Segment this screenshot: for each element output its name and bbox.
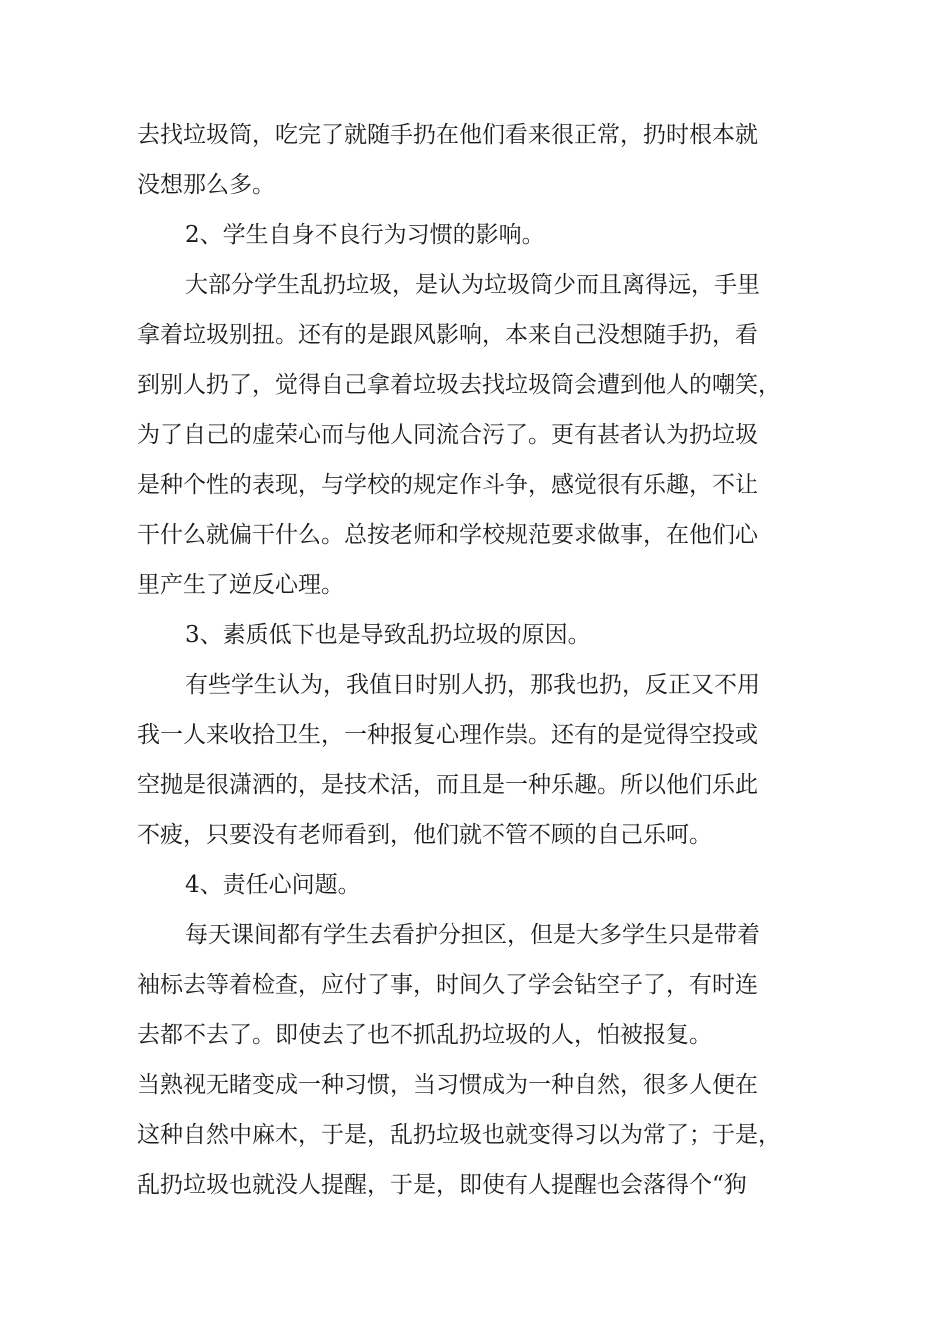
text-line: 去都不去了。即使去了也不抓乱扔垃圾的人，怕被报复。	[137, 1022, 712, 1048]
text-line: 有些学生认为，我值日时别人扔，那我也扔，反正又不用	[185, 672, 760, 698]
text-line: 到别人扔了，觉得自己拿着垃圾去找垃圾筒会遭到他人的嘲笑，	[137, 372, 781, 398]
text-line: 没想那么多。	[137, 172, 275, 198]
text-line: 空抛是很潇洒的，是技术活，而且是一种乐趣。所以他们乐此	[137, 772, 758, 798]
text-line: 3、素质低下也是导致乱扔垃圾的原因。	[185, 622, 591, 648]
document-body	[137, 110, 837, 1210]
text-line: 2、学生自身不良行为习惯的影响。	[185, 222, 545, 248]
text-line: 4、责任心问题。	[185, 872, 361, 898]
text-line: 这种自然中麻木，于是，乱扔垃圾也就变得习以为常了；于是，	[137, 1122, 781, 1148]
text-line: 去找垃圾筒，吃完了就随手扔在他们看来很正常，扔时根本就	[137, 122, 758, 148]
text-line: 当熟视无睹变成一种习惯，当习惯成为一种自然，很多人便在	[137, 1072, 758, 1098]
text-line: 为了自己的虚荣心而与他人同流合污了。更有甚者认为扔垃圾	[137, 422, 758, 448]
text-line: 我一人来收拾卫生，一种报复心理作祟。还有的是觉得空投或	[137, 722, 758, 748]
text-line: 干什么就偏干什么。总按老师和学校规范要求做事，在他们心	[137, 522, 758, 548]
text-line: 拿着垃圾别扭。还有的是跟风影响，本来自己没想随手扔，看	[137, 322, 758, 348]
text-line: 是种个性的表现，与学校的规定作斗争，感觉很有乐趣，不让	[137, 472, 758, 498]
text-line: 每天课间都有学生去看护分担区，但是大多学生只是带着	[185, 922, 760, 948]
text-line: 乱扔垃圾也就没人提醒，于是，即使有人提醒也会落得个“狗	[137, 1172, 747, 1198]
text-line: 袖标去等着检查，应付了事，时间久了学会钻空子了，有时连	[137, 972, 758, 998]
text-line: 不疲，只要没有老师看到，他们就不管不顾的自己乐呵。	[137, 822, 712, 848]
text-line: 里产生了逆反心理。	[137, 572, 344, 598]
text-line: 大部分学生乱扔垃圾，是认为垃圾筒少而且离得远，手里	[185, 272, 760, 298]
